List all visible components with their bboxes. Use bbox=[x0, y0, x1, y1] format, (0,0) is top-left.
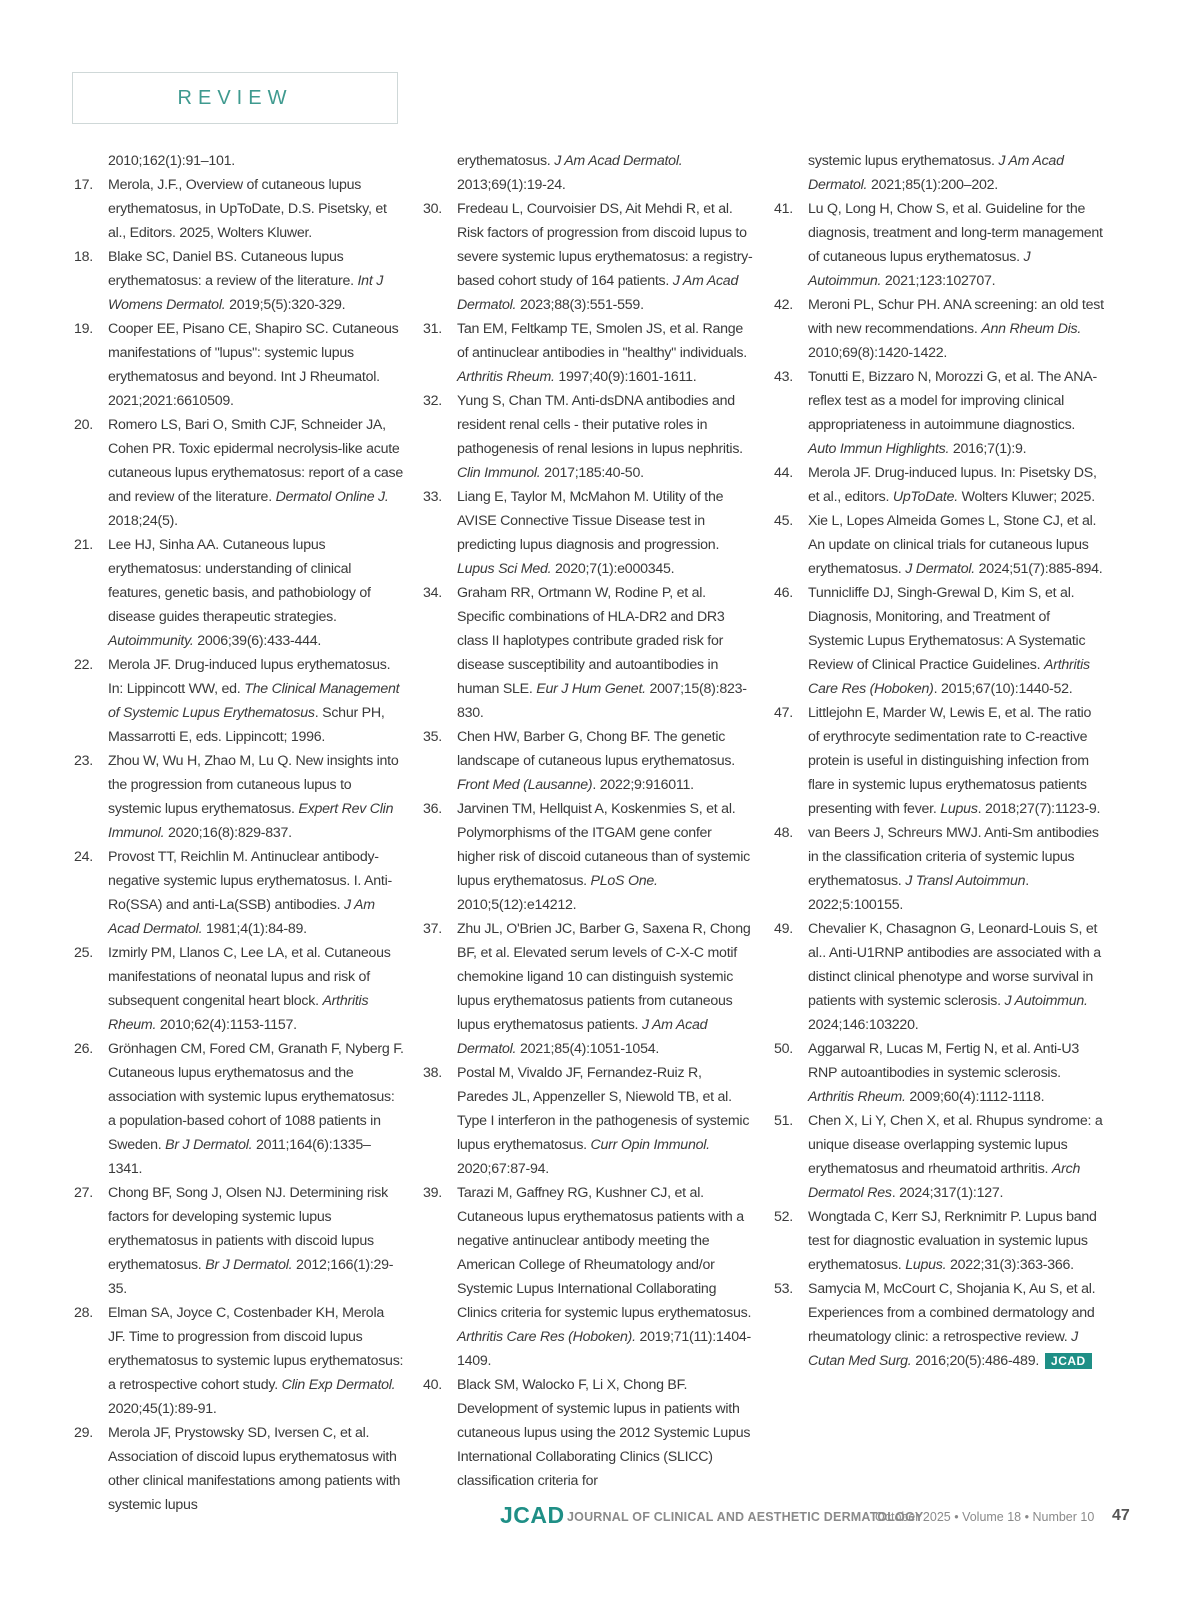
section-label: REVIEW bbox=[177, 86, 293, 109]
reference-item bbox=[74, 1301, 404, 1421]
journal-title: UpToDate. bbox=[892, 489, 958, 505]
reference-text-part: Chevalier K, Chasagnon G, Leonard-Louis S, et al.. Anti-U1RNP antibodies are associated with a distinct clinical phenotype and worse survival in patients with systemic sclerosis. bbox=[808, 921, 1101, 1009]
journal-title: J Autoimmun. bbox=[808, 249, 1031, 289]
reference-text-part: Meroni PL, Schur PH. ANA screening: an old test with new recommendations. bbox=[808, 297, 1104, 337]
reference-text bbox=[808, 509, 1104, 581]
reference-text-part: 2009;60(4):1112-1118. bbox=[905, 1089, 1045, 1105]
journal-title: Dermatol Online J. bbox=[275, 489, 389, 505]
reference-text bbox=[108, 533, 404, 653]
reference-item bbox=[74, 653, 404, 749]
reference-text-part: 2011;164(6):1335–1341. bbox=[108, 1137, 371, 1177]
reference-item bbox=[774, 1109, 1104, 1205]
reference-text-part: Wolters Kluwer; 2025. bbox=[957, 489, 1095, 505]
reference-text bbox=[108, 1037, 404, 1181]
references-column-2 bbox=[423, 149, 753, 1493]
reference-item bbox=[774, 821, 1104, 917]
journal-title: J Am Acad Dermatol. bbox=[554, 153, 683, 169]
reference-item bbox=[74, 1037, 404, 1181]
reference-text-part: Xie L, Lopes Almeida Gomes L, Stone CJ, et al. An update on clinical trials for cutaneous lupus erythematosus. bbox=[808, 513, 1097, 577]
reference-text-part: . Schur PH, Massarrotti E, eds. Lippincott; 1996. bbox=[108, 705, 385, 745]
reference-text-part: Samycia M, McCourt C, Shojania K, Au S, et al. Experiences from a combined dermatology and rheumatology clinic: a retrospective review. bbox=[808, 1281, 1096, 1345]
reference-text bbox=[457, 1061, 753, 1181]
reference-text-part: 2020;7(1):e000345. bbox=[551, 561, 675, 577]
reference-text bbox=[457, 581, 753, 725]
reference-text-part: 2021;85(4):1051-1054. bbox=[516, 1041, 660, 1057]
journal-title: Lupus. bbox=[905, 1257, 947, 1273]
reference-text-part: 2020;67:87-94. bbox=[457, 1161, 549, 1177]
reference-text bbox=[808, 1205, 1104, 1277]
reference-text-part: Littlejohn E, Marder W, Lewis E, et al. The ratio of erythrocyte sedimentation rate to C-reactive protein is useful in distinguishing infection from flare in systemic lupus erythematosus patients presenting with fever. bbox=[808, 705, 1092, 817]
reference-text bbox=[108, 653, 404, 749]
journal-title: Lupus Sci Med. bbox=[457, 561, 552, 577]
reference-text-part: 2020;45(1):89-91. bbox=[108, 1401, 217, 1417]
reference-text bbox=[108, 317, 404, 413]
reference-item bbox=[774, 293, 1104, 365]
reference-number: 28. bbox=[74, 1305, 93, 1321]
reference-number: 51. bbox=[774, 1113, 793, 1129]
reference-number: 23. bbox=[74, 753, 93, 769]
reference-text-part: 2023;88(3):551-559. bbox=[516, 297, 644, 313]
reference-text bbox=[457, 317, 753, 389]
references-column-1 bbox=[74, 149, 404, 1517]
reference-text-part: Merola JF. Drug-induced lupus erythematosus. In: Lippincott WW, ed. bbox=[108, 657, 391, 697]
reference-text bbox=[457, 1181, 753, 1373]
reference-text-part: Postal M, Vivaldo JF, Fernandez-Ruiz R, Paredes JL, Appenzeller S, Niewold TB, et al. Type I interferon in the pathogenesis of systemic lupus erythematosus. bbox=[457, 1065, 750, 1153]
reference-text-part: Tunnicliffe DJ, Singh-Grewal D, Kim S, et al. Diagnosis, Monitoring, and Treatment of Systemic Lupus Erythematosus: A Systematic Review of Clinical Practice Guidelines. bbox=[808, 585, 1086, 673]
reference-item bbox=[774, 149, 1104, 197]
reference-text-part: Merola, J.F., Overview of cutaneous lupus erythematosus, in UpToDate, D.S. Pisetsky, et al., Editors. 2025, Wolters Kluwer. bbox=[108, 177, 387, 241]
reference-number: 26. bbox=[74, 1041, 93, 1057]
reference-item bbox=[774, 701, 1104, 821]
reference-item bbox=[774, 917, 1104, 1037]
journal-title: J Am Acad Dermatol. bbox=[808, 153, 1064, 193]
reference-item bbox=[423, 1373, 753, 1493]
reference-text bbox=[808, 1037, 1104, 1109]
reference-text-part: erythematosus. bbox=[457, 153, 555, 169]
reference-item bbox=[74, 1181, 404, 1301]
reference-item bbox=[74, 413, 404, 533]
reference-item bbox=[74, 173, 404, 245]
reference-text-part: 2021;123:102707. bbox=[881, 273, 996, 289]
reference-text-part: 2021;85(1):200–202. bbox=[867, 177, 998, 193]
issue-info: October 2025 • Volume 18 • Number 10 bbox=[875, 1510, 1095, 1524]
journal-title: J Dermatol. bbox=[905, 561, 975, 577]
section-header-box bbox=[72, 72, 398, 124]
journal-title: Ann Rheum Dis. bbox=[981, 321, 1082, 337]
reference-text-part: 2024;51(7):885-894. bbox=[974, 561, 1103, 577]
journal-title: J Am Acad Dermatol. bbox=[457, 1017, 708, 1057]
reference-text-part: 2006;39(6):433-444. bbox=[193, 633, 322, 649]
journal-title: J Am Acad Dermatol. bbox=[457, 273, 739, 313]
reference-text bbox=[108, 173, 404, 245]
reference-text-part: 1997;40(9):1601-1611. bbox=[554, 369, 697, 385]
reference-number: 38. bbox=[423, 1065, 442, 1081]
reference-text-part: . 2018;27(7):1123-9. bbox=[977, 801, 1101, 817]
journal-title: PLoS One. bbox=[590, 873, 658, 889]
journal-title: J Cutan Med Surg. bbox=[808, 1329, 1079, 1369]
reference-text-part: 2010;162(1):91–101. bbox=[108, 153, 235, 169]
reference-number: 33. bbox=[423, 489, 442, 505]
reference-number bbox=[423, 149, 457, 197]
journal-name: JOURNAL OF CLINICAL AND AESTHETIC DERMATOLOGY bbox=[567, 1510, 924, 1524]
reference-text-part: 2010;62(4):1153-1157. bbox=[156, 1017, 297, 1033]
reference-text bbox=[808, 365, 1104, 461]
reference-number: 39. bbox=[423, 1185, 442, 1201]
reference-text-part: Chen X, Li Y, Chen X, et al. Rhupus syndrome: a unique disease overlapping systemic lupus erythematosus and rheumatoid arthritis. bbox=[808, 1113, 1103, 1177]
reference-text-part: 2016;20(5):486-489. bbox=[911, 1353, 1040, 1369]
reference-text-part: van Beers J, Schreurs MWJ. Anti-Sm antibodies in the classification criteria of systemic lupus erythematosus. bbox=[808, 825, 1099, 889]
journal-title: J Transl Autoimmun bbox=[905, 873, 1026, 889]
reference-text bbox=[457, 725, 753, 797]
reference-text bbox=[108, 413, 404, 533]
reference-text-part: Zhou W, Wu H, Zhao M, Lu Q. New insights into the progression from cutaneous lupus to systemic lupus erythematosus. bbox=[108, 753, 399, 817]
reference-item bbox=[774, 1037, 1104, 1109]
reference-item bbox=[74, 149, 404, 173]
page-number: 47 bbox=[1112, 1507, 1130, 1524]
reference-text-part: 2020;16(8):829-837. bbox=[164, 825, 292, 841]
reference-number: 20. bbox=[74, 417, 93, 433]
journal-title: The Clinical Management of Systemic Lupus Erythematosus bbox=[108, 681, 400, 721]
journal-title: Autoimmunity. bbox=[108, 633, 194, 649]
journal-title: Eur J Hum Genet. bbox=[536, 681, 646, 697]
reference-item bbox=[423, 581, 753, 725]
reference-number: 35. bbox=[423, 729, 442, 745]
reference-text bbox=[808, 1277, 1104, 1373]
reference-text-part: 2010;69(8):1420-1422. bbox=[808, 345, 948, 361]
reference-text bbox=[108, 149, 404, 173]
reference-item bbox=[423, 725, 753, 797]
reference-text-part: Chen HW, Barber G, Chong BF. The genetic landscape of cutaneous lupus erythematosus. bbox=[457, 729, 735, 769]
reference-number: 50. bbox=[774, 1041, 793, 1057]
reference-number: 24. bbox=[74, 849, 93, 865]
reference-item bbox=[774, 509, 1104, 581]
reference-item bbox=[423, 917, 753, 1061]
references-column-3 bbox=[774, 149, 1104, 1373]
jcad-end-badge: JCAD bbox=[1045, 1353, 1092, 1369]
reference-text-part: systemic lupus erythematosus. bbox=[808, 153, 999, 169]
reference-text bbox=[808, 1109, 1104, 1205]
reference-text-part: Chong BF, Song J, Olsen NJ. Determining risk factors for developing systemic lupus erythematosus in patients with discoid lupus erythematosus. bbox=[108, 1185, 388, 1273]
reference-text-part: Merola JF. Drug-induced lupus. In: Pisetsky DS, et al., editors. bbox=[808, 465, 1097, 505]
reference-text bbox=[457, 149, 753, 197]
reference-number: 25. bbox=[74, 945, 93, 961]
reference-number: 17. bbox=[74, 177, 93, 193]
reference-number bbox=[774, 149, 808, 197]
reference-item bbox=[74, 845, 404, 941]
reference-text-part: Tonutti E, Bizzaro N, Morozzi G, et al. The ANA-reflex test as a model for improving clinical appropriateness in autoimmune diagnostics. bbox=[808, 369, 1097, 433]
reference-number: 37. bbox=[423, 921, 442, 937]
reference-text-part: Merola JF, Prystowsky SD, Iversen C, et al. Association of discoid lupus erythematosus with other clinical manifestations among patients with systemic lupus bbox=[108, 1425, 401, 1513]
reference-item bbox=[423, 797, 753, 917]
reference-text bbox=[808, 197, 1104, 293]
journal-title: Br J Dermatol. bbox=[165, 1137, 253, 1153]
reference-number: 42. bbox=[774, 297, 793, 313]
reference-text-part: Wongtada C, Kerr SJ, Rerknimitr P. Lupus band test for diagnostic evaluation in systemic lupus erythematosus. bbox=[808, 1209, 1097, 1273]
reference-text-part: Jarvinen TM, Hellquist A, Koskenmies S, et al. Polymorphisms of the ITGAM gene confer higher risk of discoid cutaneous than of systemic lupus erythematosus. bbox=[457, 801, 750, 889]
reference-text-part: 2024;146:103220. bbox=[808, 1017, 919, 1033]
reference-number: 29. bbox=[74, 1425, 93, 1441]
reference-item bbox=[423, 149, 753, 197]
journal-title: Curr Opin Immunol. bbox=[590, 1137, 710, 1153]
journal-title: Auto Immun Highlights. bbox=[808, 441, 950, 457]
reference-text-part: 2016;7(1):9. bbox=[949, 441, 1027, 457]
reference-item bbox=[74, 941, 404, 1037]
reference-text bbox=[808, 461, 1104, 509]
journal-logo: JCAD bbox=[500, 1502, 565, 1528]
reference-text-part: Izmirly PM, Llanos C, Lee LA, et al. Cutaneous manifestations of neonatal lupus and risk of subsequent congenital heart block. bbox=[108, 945, 391, 1009]
page-footer bbox=[0, 1502, 1200, 1532]
reference-item bbox=[774, 1205, 1104, 1277]
reference-text-part: Tarazi M, Gaffney RG, Kushner CJ, et al. Cutaneous lupus erythematosus patients with a negative antinuclear antibody meeting the American College of Rheumatology and/or Systemic Lupus International Collaborating Clinics criteria for systemic lupus erythematosus. bbox=[457, 1185, 752, 1321]
reference-number: 41. bbox=[774, 201, 793, 217]
reference-item bbox=[774, 461, 1104, 509]
reference-text-part: Cooper EE, Pisano CE, Shapiro SC. Cutaneous manifestations of "lupus": systemic lupus erythematosus and beyond. Int J Rheumatol. 2021;2021:6610509. bbox=[108, 321, 399, 409]
reference-number bbox=[74, 149, 108, 173]
reference-text bbox=[457, 197, 753, 317]
reference-text bbox=[108, 749, 404, 845]
reference-text bbox=[808, 293, 1104, 365]
reference-text-part: . 2022;9:916011. bbox=[592, 777, 694, 793]
reference-item bbox=[74, 749, 404, 845]
reference-text bbox=[808, 917, 1104, 1037]
journal-title: Int J Womens Dermatol. bbox=[108, 273, 384, 313]
reference-text bbox=[108, 941, 404, 1037]
reference-number: 45. bbox=[774, 513, 793, 529]
journal-title: Expert Rev Clin Immunol. bbox=[108, 801, 394, 841]
reference-text bbox=[808, 821, 1104, 917]
reference-item bbox=[774, 1277, 1104, 1373]
reference-item bbox=[423, 197, 753, 317]
reference-item bbox=[774, 197, 1104, 293]
reference-text-part: 2012;166(1):29-35. bbox=[108, 1257, 394, 1297]
reference-text bbox=[457, 917, 753, 1061]
reference-text-part: 2010;5(12):e14212. bbox=[457, 897, 577, 913]
reference-text-part: 2007;15(8):823-830. bbox=[457, 681, 747, 721]
reference-number: 40. bbox=[423, 1377, 442, 1393]
reference-number: 19. bbox=[74, 321, 93, 337]
reference-text bbox=[457, 1373, 753, 1493]
reference-number: 18. bbox=[74, 249, 93, 265]
reference-text bbox=[457, 485, 753, 581]
reference-number: 27. bbox=[74, 1185, 93, 1201]
reference-text-part: Yung S, Chan TM. Anti-dsDNA antibodies and resident renal cells - their putative roles in pathogenesis of renal lesions in lupus nephritis. bbox=[457, 393, 743, 457]
reference-text-part: Lu Q, Long H, Chow S, et al. Guideline for the diagnosis, treatment and long-term management of cutaneous lupus erythematosus. bbox=[808, 201, 1103, 265]
reference-number: 53. bbox=[774, 1281, 793, 1297]
reference-text bbox=[108, 245, 404, 317]
reference-number: 48. bbox=[774, 825, 793, 841]
journal-title: Arthritis Care Res (Hoboken). bbox=[457, 1329, 636, 1345]
reference-item bbox=[423, 317, 753, 389]
reference-number: 21. bbox=[74, 537, 93, 553]
reference-item bbox=[74, 533, 404, 653]
journal-title: Arthritis Rheum. bbox=[457, 369, 555, 385]
journal-title: Arthritis Rheum. bbox=[808, 1089, 906, 1105]
reference-number: 31. bbox=[423, 321, 442, 337]
reference-text-part: 2018;24(5). bbox=[108, 513, 178, 529]
journal-title: J Autoimmun. bbox=[1004, 993, 1088, 1009]
journal-title: Front Med (Lausanne) bbox=[457, 777, 593, 793]
reference-text-part: 2022;31(3):363-366. bbox=[946, 1257, 1074, 1273]
reference-item bbox=[423, 1181, 753, 1373]
reference-text-part: Zhu JL, O'Brien JC, Barber G, Saxena R, Chong BF, et al. Elevated serum levels of C-X-C motif chemokine ligand 10 can distinguish systemic lupus erythematosus patients from cutaneous lupus erythematosus patients. bbox=[457, 921, 751, 1033]
reference-number: 46. bbox=[774, 585, 793, 601]
journal-title: Arthritis Care Res (Hoboken) bbox=[808, 657, 1090, 697]
reference-item bbox=[423, 389, 753, 485]
reference-text-part: 1981;4(1):84-89. bbox=[202, 921, 307, 937]
reference-text-part: Liang E, Taylor M, McMahon M. Utility of the AVISE Connective Tissue Disease test in predicting lupus diagnosis and progression. bbox=[457, 489, 724, 553]
journal-title: Clin Immunol. bbox=[457, 465, 541, 481]
journal-title: Lupus bbox=[940, 801, 978, 817]
reference-number: 32. bbox=[423, 393, 442, 409]
reference-text-part: Romero LS, Bari O, Smith CJF, Schneider JA, Cohen PR. Toxic epidermal necrolysis-like acute cutaneous lupus erythematosus: report of a case and review of the literature. bbox=[108, 417, 404, 505]
reference-text-part: 2017;185:40-50. bbox=[540, 465, 644, 481]
reference-item bbox=[74, 317, 404, 413]
reference-item bbox=[774, 581, 1104, 701]
reference-text-part: 2019;71(11):1404-1409. bbox=[457, 1329, 751, 1369]
reference-number: 52. bbox=[774, 1209, 793, 1225]
reference-number: 30. bbox=[423, 201, 442, 217]
reference-text-part: . 2015;67(10):1440-52. bbox=[933, 681, 1073, 697]
reference-item bbox=[423, 485, 753, 581]
reference-text-part: Blake SC, Daniel BS. Cutaneous lupus erythematosus: a review of the literature. bbox=[108, 249, 358, 289]
reference-text-part: Tan EM, Feltkamp TE, Smolen JS, et al. Range of antinuclear antibodies in "healthy" individuals. bbox=[457, 321, 747, 361]
reference-item bbox=[774, 365, 1104, 461]
reference-item bbox=[74, 245, 404, 317]
reference-text-part: 2013;69(1):19-24. bbox=[457, 177, 566, 193]
journal-title: J Am Acad Dermatol. bbox=[108, 897, 375, 937]
reference-text-part: Elman SA, Joyce C, Costenbader KH, Merola JF. Time to progression from discoid lupus erythematosus to systemic lupus erythematosus: a retrospective cohort study. bbox=[108, 1305, 404, 1393]
reference-text bbox=[108, 1181, 404, 1301]
reference-text-part: Grönhagen CM, Fored CM, Granath F, Nyberg F. Cutaneous lupus erythematosus and the association with systemic lupus erythematosus: a population-based cohort of 1088 patients in Sweden. bbox=[108, 1041, 404, 1153]
reference-text bbox=[808, 149, 1104, 197]
reference-number: 44. bbox=[774, 465, 793, 481]
journal-title: Arthritis Rheum. bbox=[108, 993, 369, 1033]
reference-number: 22. bbox=[74, 657, 93, 673]
reference-item bbox=[423, 1061, 753, 1181]
reference-text-part: Graham RR, Ortmann W, Rodine P, et al. Specific combinations of HLA-DR2 and DR3 class II haplotypes contribute graded risk for disease susceptibility and autoantibodies in human SLE. bbox=[457, 585, 725, 697]
journal-title: Arch Dermatol Res bbox=[808, 1161, 1081, 1201]
reference-number: 36. bbox=[423, 801, 442, 817]
reference-number: 47. bbox=[774, 705, 793, 721]
reference-text-part: 2019;5(5):320-329. bbox=[225, 297, 346, 313]
reference-text bbox=[108, 1301, 404, 1421]
reference-text bbox=[108, 845, 404, 941]
reference-text bbox=[808, 581, 1104, 701]
reference-text bbox=[457, 389, 753, 485]
journal-title: Br J Dermatol. bbox=[205, 1257, 293, 1273]
reference-text-part: Black SM, Walocko F, Li X, Chong BF. Development of systemic lupus in patients with cutaneous lupus using the 2012 Systemic Lupus International Collaborating Clinics (SLICC) classification criteria for bbox=[457, 1377, 751, 1489]
reference-number: 43. bbox=[774, 369, 793, 385]
reference-text-part: Provost TT, Reichlin M. Antinuclear antibody-negative systemic lupus erythematosus. I. Anti-Ro(SSA) and anti-La(SSB) antibodies. bbox=[108, 849, 392, 913]
reference-text-part: Aggarwal R, Lucas M, Fertig N, et al. Anti-U3 RNP autoantibodies in systemic sclerosis. bbox=[808, 1041, 1080, 1081]
reference-text bbox=[808, 701, 1104, 821]
reference-number: 34. bbox=[423, 585, 442, 601]
journal-title: Clin Exp Dermatol. bbox=[281, 1377, 396, 1393]
reference-number: 49. bbox=[774, 921, 793, 937]
reference-text-part: . 2022;5:100155. bbox=[808, 873, 1029, 913]
reference-text bbox=[457, 797, 753, 917]
reference-text-part: . 2024;317(1):127. bbox=[891, 1185, 1004, 1201]
reference-text-part: Fredeau L, Courvoisier DS, Ait Mehdi R, et al. Risk factors of progression from discoid lupus to severe systemic lupus erythematosus: a registry-based cohort study of 164 patients. bbox=[457, 201, 753, 289]
reference-text-part: Lee HJ, Sinha AA. Cutaneous lupus erythematosus: understanding of clinical features, genetic basis, and pathobiology of disease guides therapeutic strategies. bbox=[108, 537, 371, 625]
